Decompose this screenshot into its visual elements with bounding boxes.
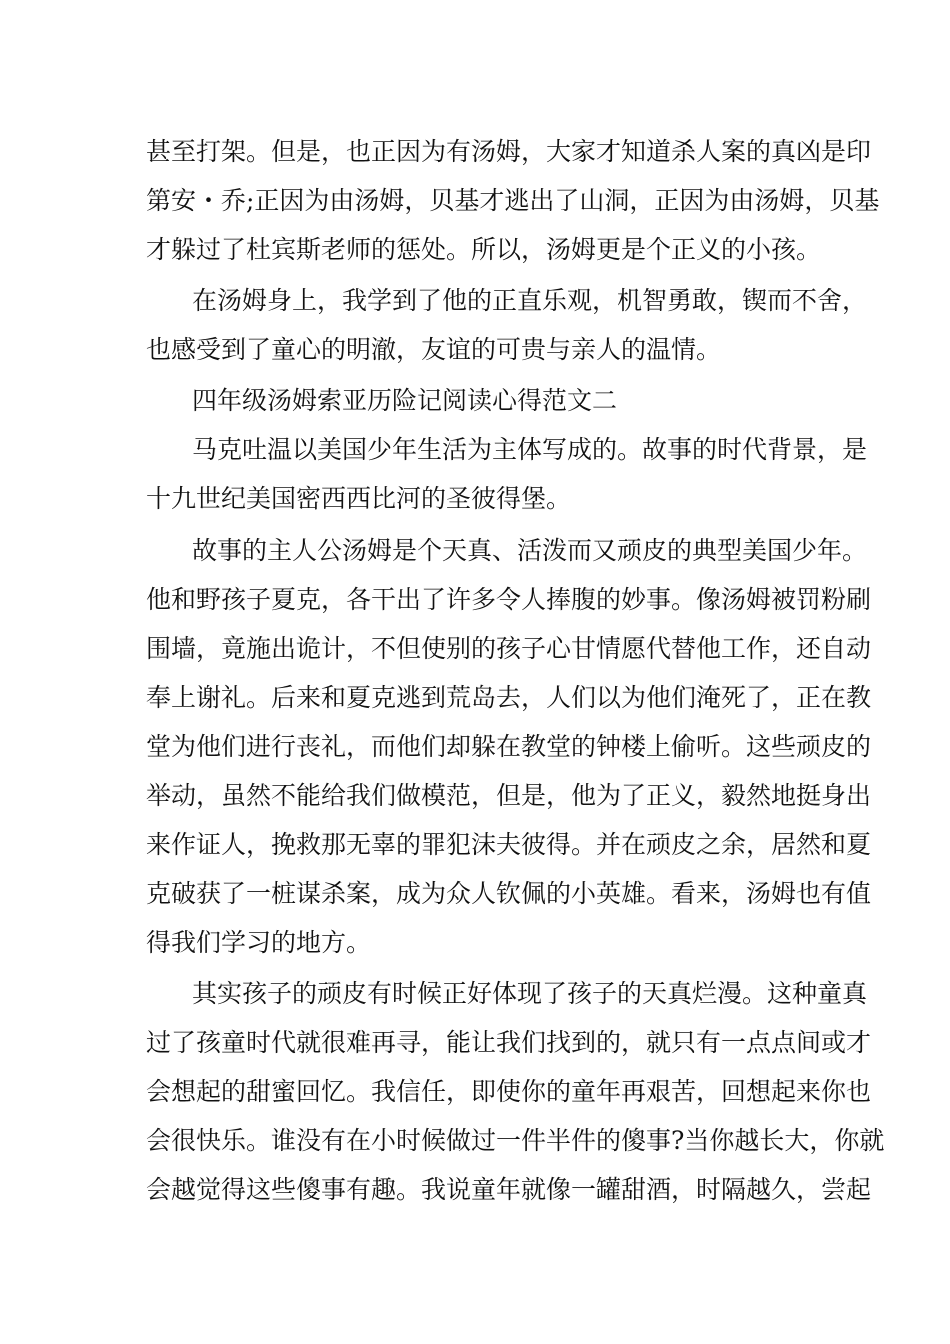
text-line: 甚至打架。但是，也正因为有汤姆，大家才知道杀人案的真凶是印	[146, 137, 872, 166]
text-line: 故事的主人公汤姆是个天真、活泼而又顽皮的典型美国少年。	[192, 536, 868, 565]
text-line: 在汤姆身上，我学到了他的正直乐观，机智勇敢，锲而不舍，	[192, 286, 868, 315]
text-line: 他和野孩子夏克，各干出了许多令人捧腹的妙事。像汤姆被罚粉刷	[146, 585, 872, 614]
text-line: 十九世纪美国密西西比河的圣彼得堡。	[146, 484, 572, 513]
text-line: 第安・乔;正因为由汤姆，贝基才逃出了山洞，正因为由汤姆，贝基	[146, 186, 880, 215]
text-line: 会很快乐。谁没有在小时候做过一件半件的傻事?当你越长大，你就	[146, 1126, 885, 1155]
text-line: 得我们学习的地方。	[146, 928, 372, 957]
text-line: 围墙，竟施出诡计，不但使别的孩子心甘情愿代替他工作，还自动	[146, 634, 872, 663]
text-line: 堂为他们进行丧礼，而他们却躲在教堂的钟楼上偷听。这些顽皮的	[146, 732, 872, 761]
section-heading: 四年级汤姆索亚历险记阅读心得范文二	[192, 386, 618, 415]
text-line: 来作证人，挽救那无辜的罪犯沫夫彼得。并在顽皮之余，居然和夏	[146, 830, 872, 859]
text-line: 其实孩子的顽皮有时候正好体现了孩子的天真烂漫。这种童真	[192, 979, 868, 1008]
text-line: 举动，虽然不能给我们做模范，但是，他为了正义，毅然地挺身出	[146, 781, 872, 810]
text-line: 会想起的甜蜜回忆。我信任，即使你的童年再艰苦，回想起来你也	[146, 1077, 872, 1106]
text-line: 才躲过了杜宾斯老师的惩处。所以，汤姆更是个正义的小孩。	[146, 235, 822, 264]
text-line: 克破获了一桩谋杀案，成为众人钦佩的小英雄。看来，汤姆也有值	[146, 879, 872, 908]
text-line: 过了孩童时代就很难再寻，能让我们找到的，就只有一点点间或才	[146, 1028, 872, 1057]
text-line: 奉上谢礼。后来和夏克逃到荒岛去，人们以为他们淹死了，正在教	[146, 683, 872, 712]
text-line: 也感受到了童心的明澈，友谊的可贵与亲人的温情。	[146, 335, 722, 364]
text-line: 马克吐温以美国少年生活为主体写成的。故事的时代背景，是	[192, 435, 868, 464]
text-line: 会越觉得这些傻事有趣。我说童年就像一罐甜酒，时隔越久，尝起	[146, 1175, 872, 1204]
